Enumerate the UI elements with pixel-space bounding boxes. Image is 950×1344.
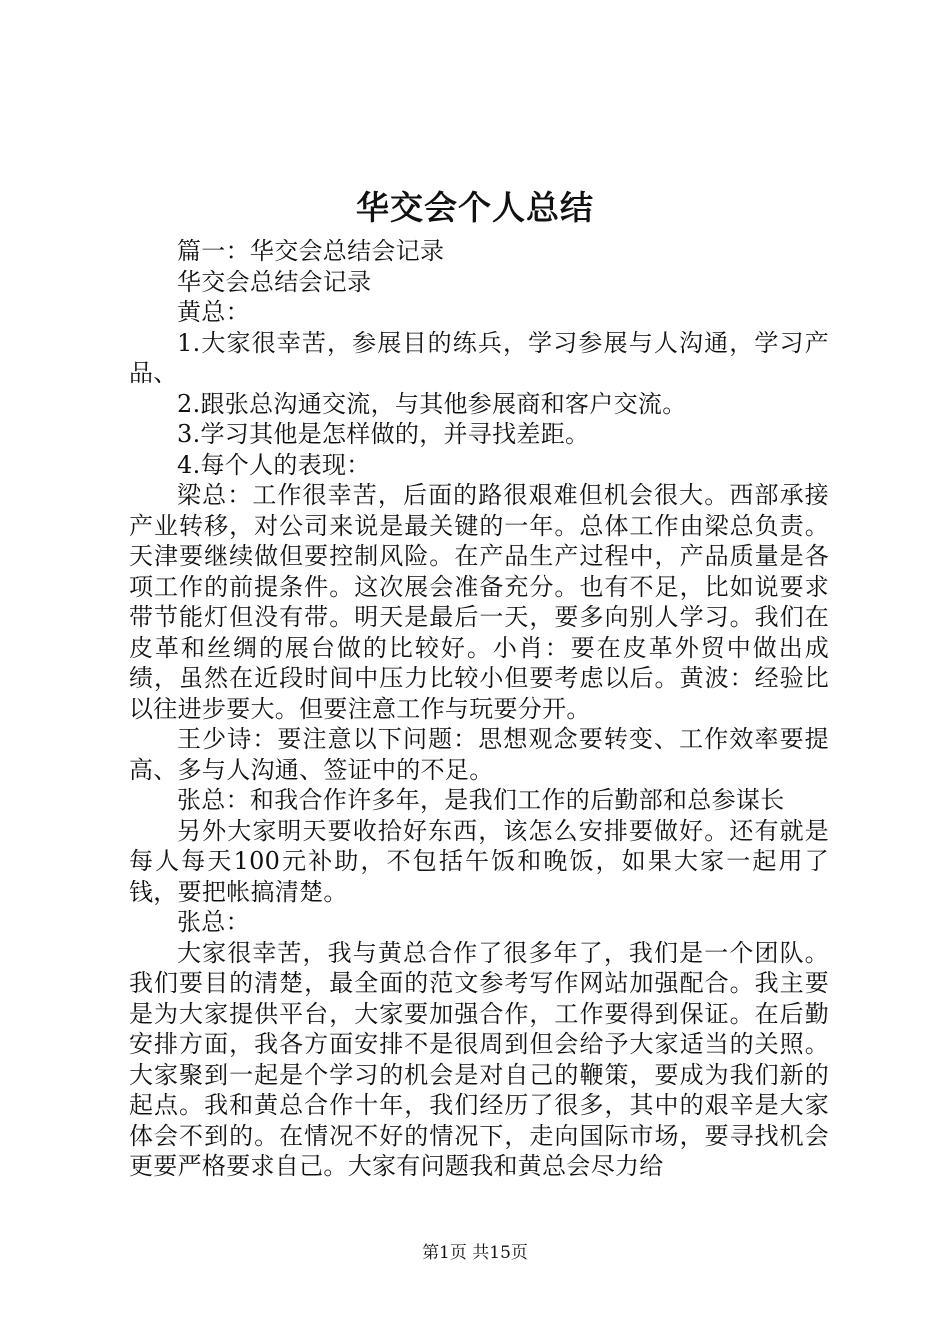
paragraph: 华交会总结会记录 <box>177 267 372 296</box>
paragraph: 梁总：工作很幸苦，后面的路很艰难但机会很大。西部承接产业转移，对公司来说是最关键的一年。总体工作由梁总负责。天津要继续做但要控制风险。在产品生产过程中，产品质量是各项工作的前提条件。这次展会准备充分。也有不足，比如说要求带节能灯但没有带。明天是最后一天，要多向别人学习。我们在皮革和丝绸的展台做的比较好。小肖：要在皮革外贸中做出成绩，虽然在近段时间中压力比较小但要考虑以后。黄波：经验比以往进步要大。但要注意工作与玩要分开。 <box>129 481 829 723</box>
paragraph: 4.每个人的表现： <box>177 450 371 479</box>
document-title: 华交会个人总结 <box>356 188 594 227</box>
paragraph: 另外大家明天要收拾好东西，该怎么安排要做好。还有就是每人每天100元补助，不包括午饭和晚饭，如果大家一起用了钱，要把帐搞清楚。 <box>129 816 829 906</box>
paragraph: 王少诗：要注意以下问题：思想观念要转变、工作效率要提高、多与人沟通、签证中的不足。 <box>129 725 829 784</box>
paragraph: 篇一：华交会总结会记录 <box>177 237 445 265</box>
paragraph: 张总： <box>177 908 250 936</box>
paragraph: 张总：和我合作许多年，是我们工作的后勤部和总参谋长 <box>177 786 785 814</box>
paragraph: 3.学习其他是怎样做的，并寻找差距。 <box>177 420 590 448</box>
paragraph: 黄总： <box>177 298 250 326</box>
paragraph: 1.大家很幸苦，参展目的练兵，学习参展与人沟通，学习产品、 <box>129 328 829 387</box>
document-body <box>129 236 829 1182</box>
page-footer: 第1页 共15页 <box>422 1243 528 1263</box>
paragraph: 2.跟张总沟通交流，与其他参展商和客户交流。 <box>177 389 687 418</box>
paragraph: 大家很幸苦，我与黄总合作了很多年了，我们是一个团队。我们要目的清楚，最全面的范文参考写作网站加强配合。我主要是为大家提供平台，大家要加强合作，工作要得到保证。在后勤安排方面，我各方面安排不是很周到但会给予大家适当的关照。大家聚到一起是个学习的机会是对自己的鞭策，要成为我们新的起点。我和黄总合作十年，我们经历了很多，其中的艰辛是大家体会不到的。在情况不好的情况下，走向国际市场，要寻找机会更要严格要求自己。大家有问题我和黄总会尽力给 <box>129 938 829 1180</box>
